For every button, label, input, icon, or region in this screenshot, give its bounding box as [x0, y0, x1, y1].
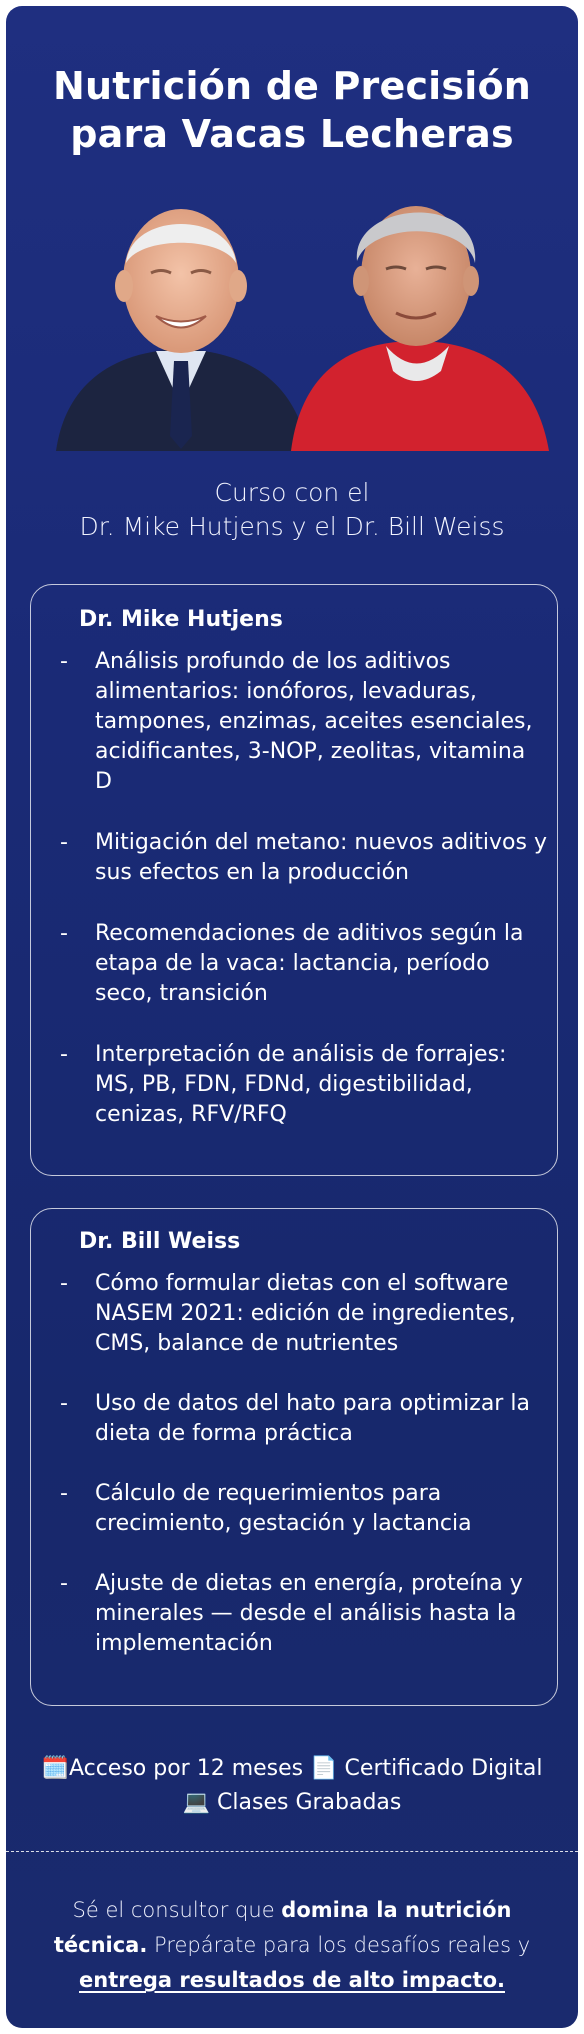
subtitle-line-1: Curso con el — [214, 478, 370, 507]
photo-bill-weiss — [291, 181, 551, 451]
bullet-dash: - — [60, 921, 68, 946]
cta-bold: domina la nutrición técnica. — [53, 1898, 512, 1957]
item-text: Mitigación del metano: nuevos aditivos y sus efectos en la producción — [95, 830, 547, 885]
course-subtitle — [6, 476, 578, 544]
course-features — [6, 1752, 578, 1820]
certificate-feature: Certificado Digital — [344, 1756, 543, 1781]
call-to-action — [26, 1893, 558, 1998]
bullet-dash: - — [60, 1391, 68, 1416]
cta-text-2: Prepárate para los desafíos reales y — [147, 1933, 531, 1957]
item-text: Recomendaciones de aditivos según la etapa de la vaca: lactancia, período seco, transición — [95, 921, 524, 1006]
instructor-box-weiss — [30, 1208, 558, 1706]
title-line-1: Nutrición de Precisión — [52, 64, 532, 108]
list-item — [49, 1569, 549, 1659]
item-text: Interpretación de análisis de forrajes: MS, PB, FDN, FDNd, digestibilidad, cenizas, RFV/RFQ — [95, 1042, 507, 1127]
bullet-dash: - — [60, 1271, 68, 1296]
list-item — [49, 919, 549, 1009]
list-item — [49, 1479, 549, 1539]
instructor-photos — [6, 191, 578, 451]
cta-underlined: entrega resultados de alto impacto. — [79, 1968, 505, 1992]
list-item — [49, 1040, 549, 1130]
laptop-icon: 💻 — [182, 1790, 211, 1815]
bullet-dash: - — [60, 830, 68, 855]
topic-list — [49, 647, 549, 1161]
photo-mike-hutjens — [46, 191, 316, 451]
access-feature: Acceso por 12 meses — [68, 1756, 304, 1781]
cta-text-1: Sé el consultor que — [72, 1898, 282, 1922]
topic-list — [49, 1269, 549, 1689]
instructor-name: Dr. Mike Hutjens — [79, 607, 283, 632]
list-item — [49, 1269, 549, 1359]
item-text: Análisis profundo de los aditivos alimentarios: ionóforos, levaduras, tampones, enzimas, aceites esenciales, acidificantes, 3-NOP, zeolitas, vitamina D — [95, 649, 533, 794]
item-text: Cálculo de requerimientos para crecimiento, gestación y lactancia — [95, 1481, 472, 1536]
page-title — [6, 62, 578, 158]
item-text: Cómo formular dietas con el software NASEM 2021: edición de ingredientes, CMS, balance de nutrientes — [95, 1271, 516, 1356]
features-line-1 — [6, 1752, 578, 1786]
list-item — [49, 828, 549, 888]
recorded-feature: Clases Grabadas — [217, 1790, 402, 1815]
item-text: Uso de datos del hato para optimizar la dieta de forma práctica — [95, 1391, 530, 1446]
list-item — [49, 1389, 549, 1449]
bullet-dash: - — [60, 1481, 68, 1506]
bullet-dash: - — [60, 1042, 68, 1067]
subtitle-line-2: Dr. Mike Hutjens y el Dr. Bill Weiss — [79, 512, 505, 541]
dashed-divider — [6, 1851, 578, 1852]
bullet-dash: - — [60, 1571, 68, 1596]
features-line-2 — [6, 1786, 578, 1820]
calendar-icon: 🗓️ — [41, 1756, 69, 1781]
course-card — [6, 6, 578, 2028]
title-line-2: para Vacas Lecheras — [70, 112, 514, 156]
instructor-box-hutjens — [30, 584, 558, 1176]
list-item — [49, 647, 549, 797]
instructor-name: Dr. Bill Weiss — [79, 1229, 241, 1254]
document-icon: 📄 — [310, 1756, 338, 1781]
item-text: Ajuste de dietas en energía, proteína y minerales — desde el análisis hasta la implementación — [95, 1571, 523, 1656]
bullet-dash: - — [60, 649, 68, 674]
